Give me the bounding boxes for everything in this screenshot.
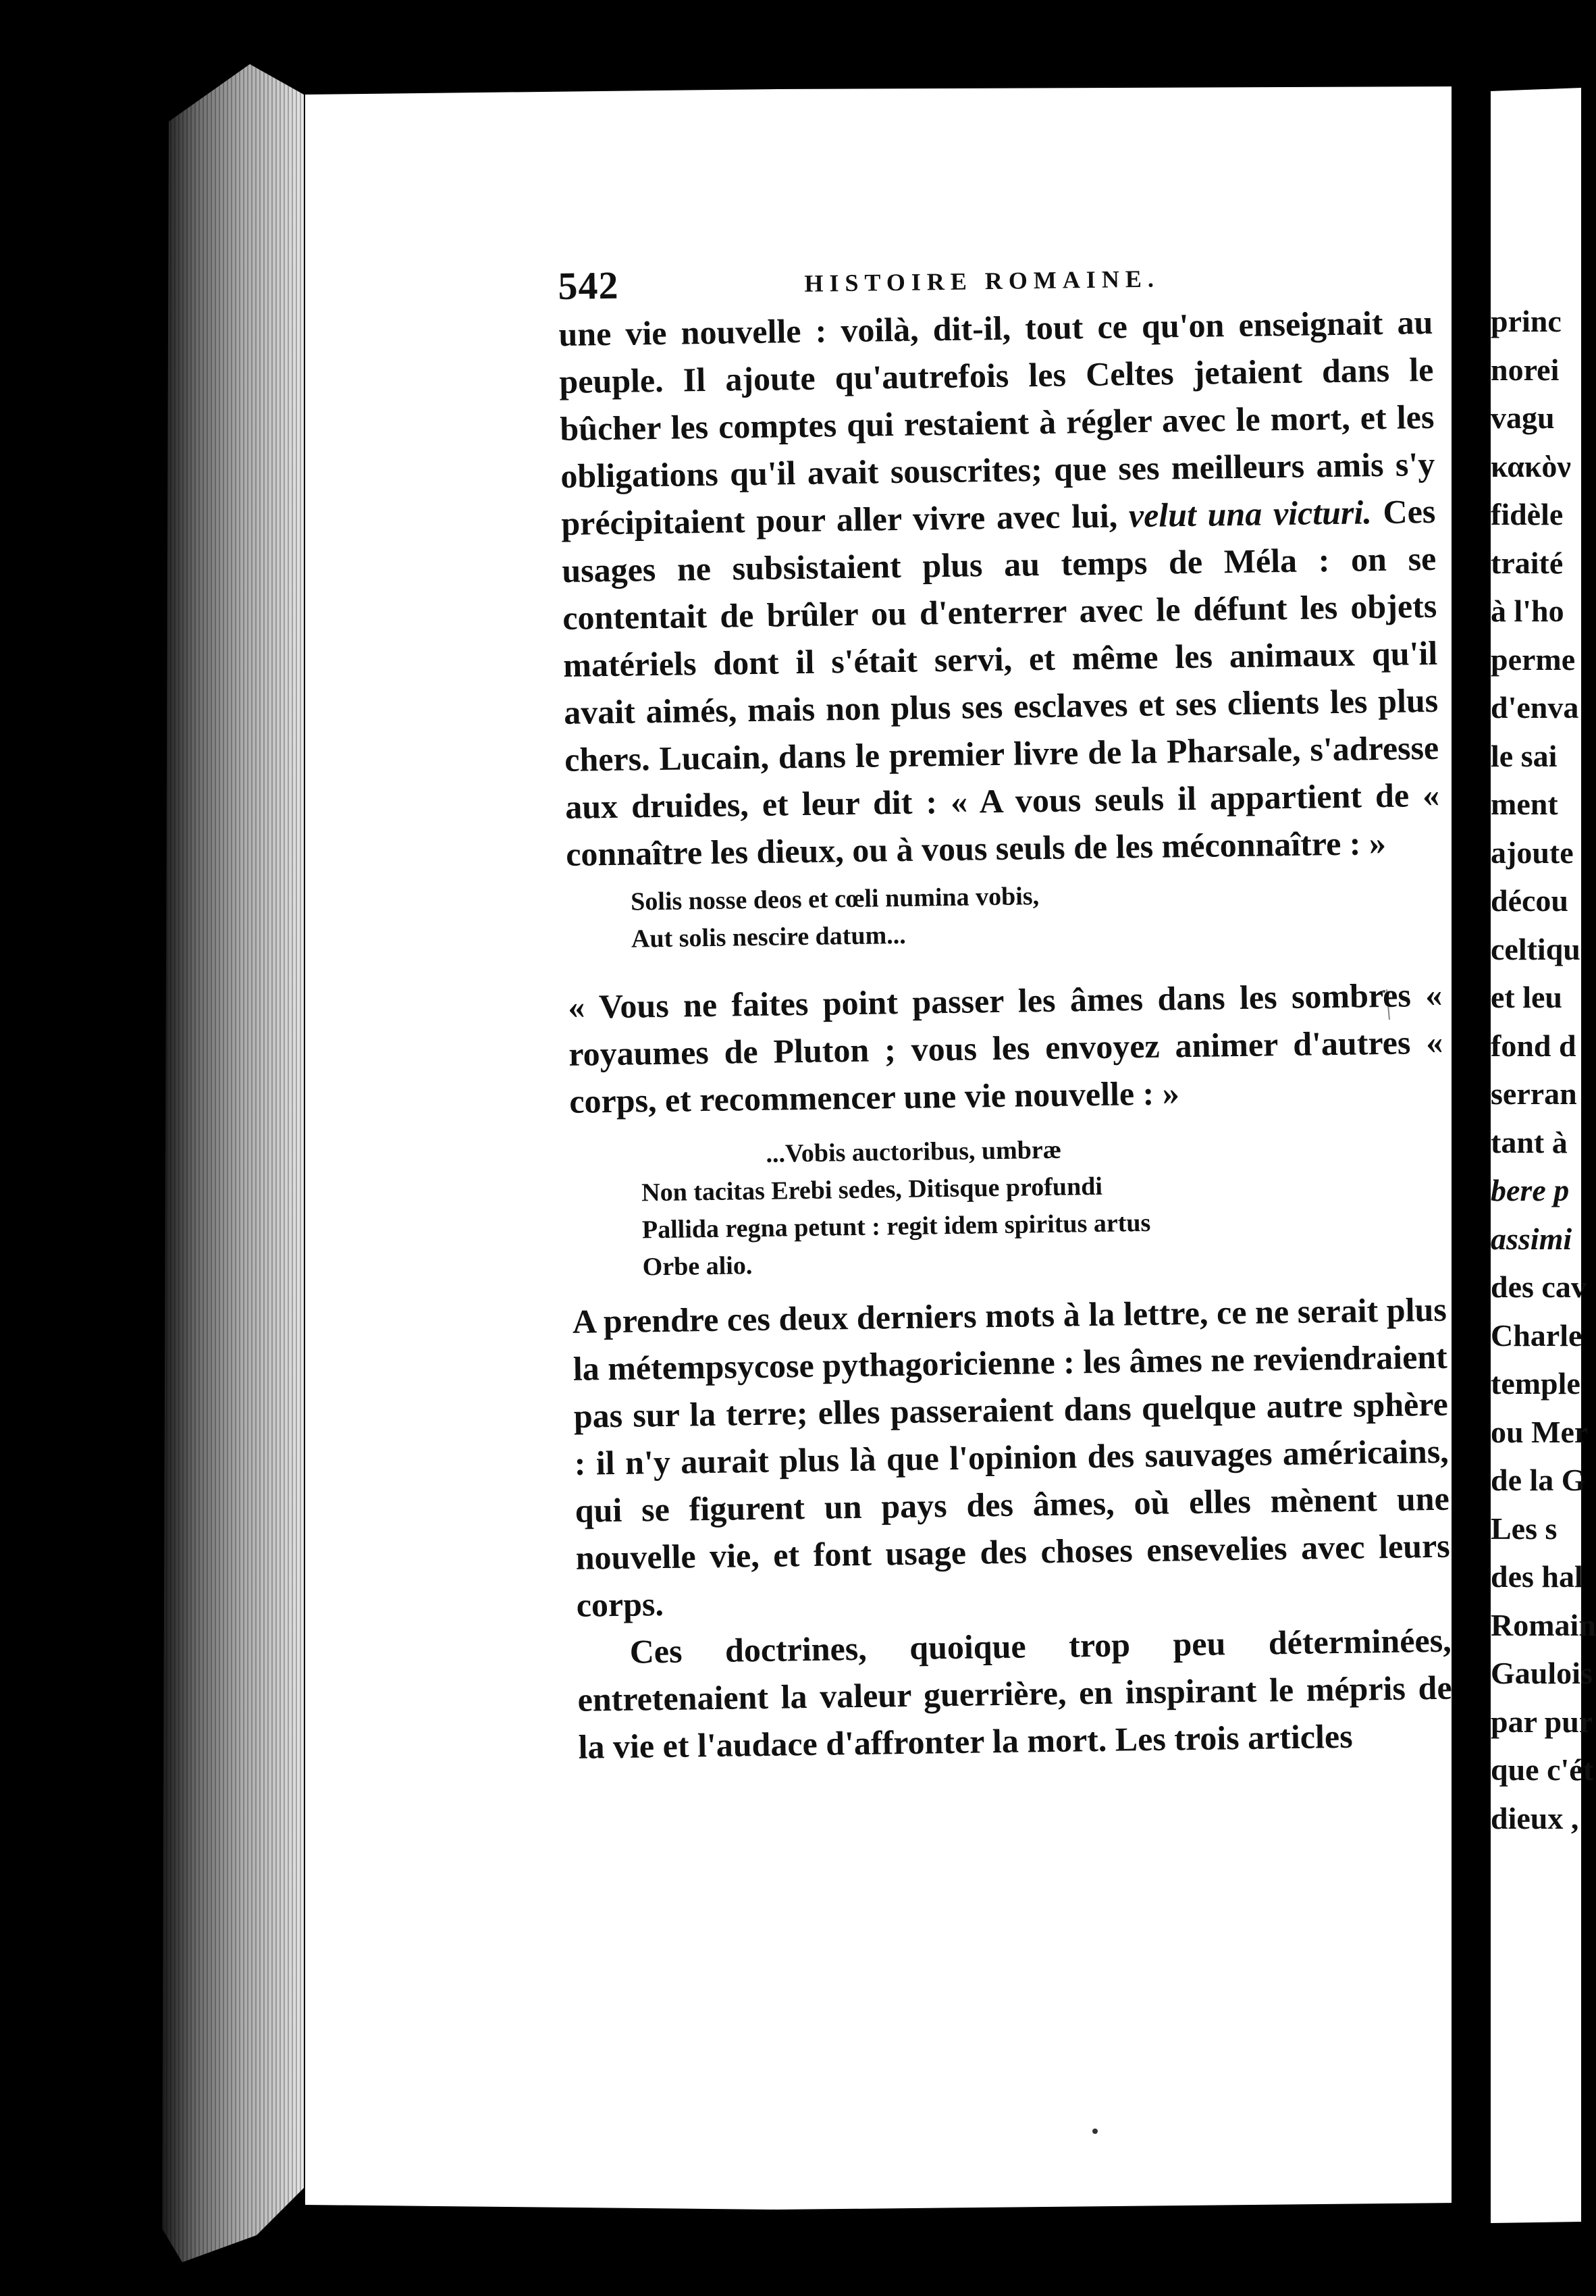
page-number: 542 bbox=[558, 263, 619, 308]
right-page-line: bere p bbox=[1491, 1173, 1570, 1207]
paragraph-1 bbox=[558, 298, 1441, 878]
right-page-line: ment bbox=[1491, 787, 1558, 821]
verse-line: Solis nosse deos et cœli numina vobis, bbox=[630, 882, 1040, 916]
right-page-line: princ bbox=[1491, 304, 1562, 338]
paragraph-1-latin: velut una victuri. bbox=[1128, 493, 1373, 535]
right-page-line: κακὸν bbox=[1491, 448, 1571, 484]
right-page-line: par pur bbox=[1491, 1704, 1593, 1739]
right-page-line: perme bbox=[1491, 642, 1576, 677]
right-page-line: ou Mer bbox=[1491, 1414, 1589, 1449]
right-page-line: décou bbox=[1491, 883, 1568, 918]
verse-quote-2 bbox=[570, 1126, 1446, 1287]
right-page-line: à l'ho bbox=[1491, 594, 1564, 628]
right-page-line: norei bbox=[1491, 352, 1560, 387]
paragraph-4: Ces doctrines, quoique trop peu déterminées, entretenaient la valeur guerrière, en inspirant le mépris de la vie et l'audace d'affronter la mort. Les trois articles bbox=[577, 1621, 1452, 1766]
right-page-line: que c'ét bbox=[1491, 1752, 1594, 1787]
left-page-text bbox=[558, 251, 1453, 1771]
paragraph-2: « Vous ne faites point passer les âmes dans les sombres « royaumes de Pluton ; vous les envoyez animer d'autres « corps, et recommencer une vie nouvelle : » bbox=[567, 975, 1443, 1120]
right-page-line: Les s bbox=[1491, 1511, 1558, 1546]
right-page-line: dieux , bbox=[1491, 1800, 1579, 1835]
right-page-line: serran bbox=[1491, 1076, 1577, 1111]
right-page-line: des hal bbox=[1491, 1559, 1583, 1594]
right-page-line: temple bbox=[1491, 1366, 1580, 1401]
right-page-line: Charle bbox=[1491, 1317, 1582, 1353]
right-page-line: le sai bbox=[1491, 738, 1558, 773]
verse-line: ...Vobis auctoribus, umbræ bbox=[766, 1135, 1062, 1168]
right-page-line: vagu bbox=[1491, 400, 1555, 435]
right-page-line: des cav bbox=[1491, 1270, 1587, 1304]
right-page-line: traité bbox=[1491, 545, 1564, 580]
right-page-text bbox=[1491, 297, 1596, 1842]
paragraph-1-continued: Ces usages ne subsistaient plus au temps de Méla : on se contentait de brûler ou d'enterrer avec le défunt les objets matériels dont il s'était servi, et même les animaux qu'il avait aimés, mais non plus ses esclaves et ses clients les plus chers. Lucain, dans le premier livre de la Pharsale, s'adresse aux druides, et leur dit : « A vous seuls il appartient de « connaître les dieux, ou à vous seuls de les méconnaître : » bbox=[561, 492, 1440, 873]
right-page-line: Gaulois bbox=[1491, 1656, 1593, 1690]
right-page-line: Romain bbox=[1491, 1607, 1596, 1642]
paragraph-3: A prendre ces deux derniers mots à la lettre, ce ne serait plus la métempsycose pythagoricienne : les âmes ne reviendraient pas sur la terre; elles passeraient dans quelque autre sphère : il n'y aurait plus là que l'opinion des sauvages américains, qui se figurent un pays des âmes, où elles mènent une nouvelle vie, et font usage des choses ensevelies avec leurs corps. bbox=[572, 1290, 1451, 1624]
right-page-line: ajoute bbox=[1491, 835, 1574, 870]
right-page-line: d'enva bbox=[1491, 690, 1579, 725]
verse-line: Aut solis nescire datum... bbox=[631, 920, 906, 954]
right-page-line: et leu bbox=[1491, 980, 1563, 1014]
verse-line: Non tacitas Erebi sedes, Ditisque profundi bbox=[641, 1172, 1103, 1207]
right-page-line: fidèle bbox=[1491, 497, 1564, 531]
verse-quote-1 bbox=[566, 872, 1441, 959]
right-page-line: celtiqu bbox=[1491, 931, 1580, 966]
verse-line: Pallida regna petunt : regit idem spiritus artus bbox=[641, 1208, 1151, 1245]
verse-line: Orbe alio. bbox=[642, 1251, 753, 1282]
running-title: HISTOIRE ROMAINE. bbox=[804, 265, 1161, 297]
right-page-line: de la G bbox=[1491, 1463, 1586, 1497]
paragraph-1-text: une vie nouvelle : voilà, dit-il, tout ce qu'on enseignait au peuple. Il ajoute qu'autrefois les Celtes jetaient dans le bûcher les comptes qui restaient à régler avec le mort, et les obligations qu'il avait souscrites; que ses meilleurs amis s'y précipitaient pour aller vivre avec lui, bbox=[558, 303, 1435, 542]
right-page-line: assimi bbox=[1491, 1221, 1572, 1256]
right-page-line: tant à bbox=[1491, 1124, 1568, 1159]
right-page-line: fond d bbox=[1491, 1028, 1576, 1063]
